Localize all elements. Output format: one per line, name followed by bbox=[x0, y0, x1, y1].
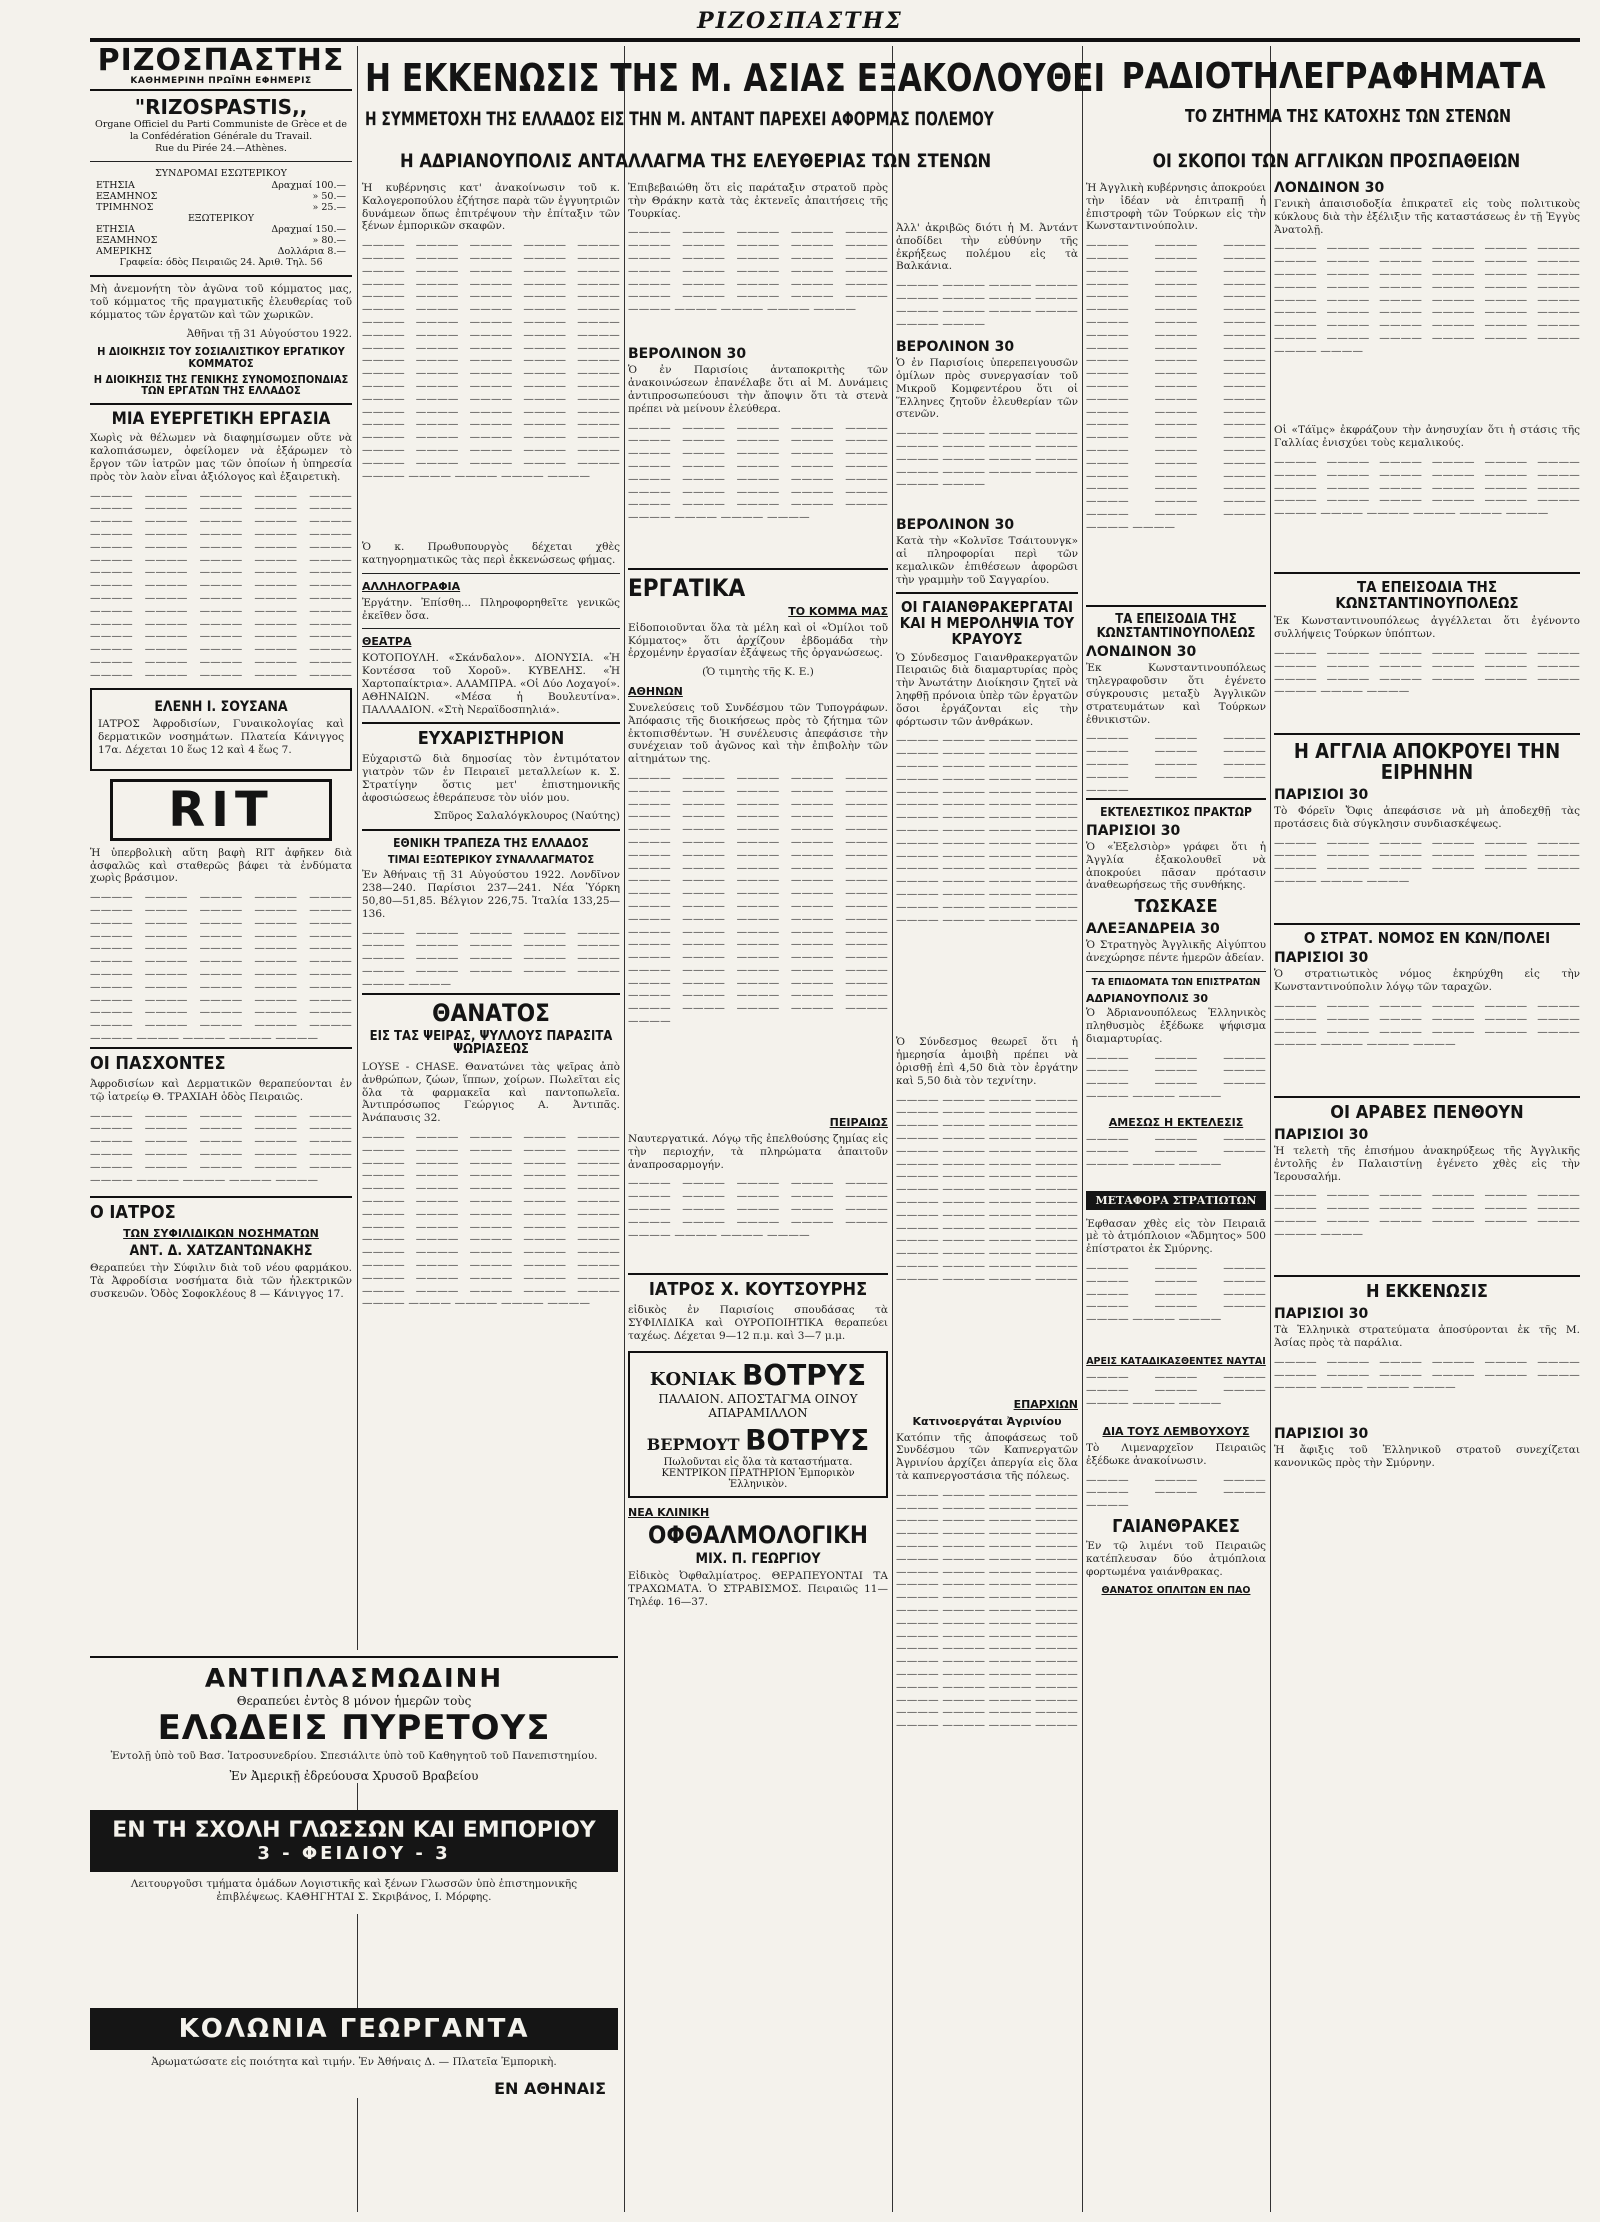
column-6 bbox=[1274, 180, 1580, 2212]
rule bbox=[1274, 572, 1580, 574]
col4-lead: Ἀλλ' ἀκριβῶς διότι ἡ Μ. Ἀντάντ ἀποδίδει τὴν εὐθύνην τῆς ἐκρήξεως πολέμου εἰς τὰ Βαλκάνια. bbox=[896, 222, 1078, 273]
provinces-continued: ———— ———— ———— ———— ———— ———— ———— ———— ———— ———— ———— ———— ———— ———— ———— ———— ———— ———— ———— ———— ———— ———— ———— ———— ———— ———— ———— ———— ———— ———— ———— ———— ———— ———— ———— ———— ———— ———— ———— ———— ———— ———— ———— ———— ———— ———— ———— ———— ———— ———— ———— ———— ———— ———— ———— ———— ———— ———— ———— ———— ———— ———— ———— ———— ———— ———— ———— ———— ———— ———— ———— ———— ———— ———— ———— ———— bbox=[896, 1488, 1078, 1732]
letters-title: ΑΛΛΗΛΟΓΡΑΦΙΑ bbox=[362, 579, 461, 593]
subs-abroad bbox=[90, 224, 352, 257]
coal-text: Ἐν τῷ λιμένι τοῦ Πειραιῶς κατέπλευσαν δύο ἀτμόπλοια φορτωμένα γαιάνθρακας. bbox=[1086, 1540, 1266, 1579]
col6-paris-5: ΠΑΡΙΣΙΟΙ 30 bbox=[1274, 1425, 1369, 1442]
istanbul-continued: ———— ———— ———— ———— ———— ———— ———— ———— ———— ———— ———— ———— ———— ———— ———— ———— ———— ———— ———— ———— ———— bbox=[1274, 647, 1580, 698]
rule bbox=[362, 628, 620, 629]
rule bbox=[90, 1196, 352, 1198]
istanbul-title-left: ΤΑ ΕΠΕΙΣΟΔΙΑ ΤΗΣ ΚΩΝΣΤΑΝΤΙΝΟΥΠΟΛΕΩΣ bbox=[1096, 612, 1256, 641]
clinic-title: ΝΕΑ ΚΛΙΝΙΚΗ bbox=[628, 1505, 710, 1519]
cognac-brand: ΒΟΤΡΥΣ bbox=[741, 1358, 867, 1392]
radio-subhead-2: ΟΙ ΣΚΟΠΟΙ ΤΩΝ ΑΓΓΛΙΚΩΝ ΠΡΟΣΠΑΘΕΙΩΝ bbox=[1152, 150, 1521, 172]
toskase-title: ΤΩΣΚΑΣΕ bbox=[1134, 896, 1218, 918]
col2-lead: Ἡ κυβέρνησις κατ' ἀνακοίνωσιν τοῦ κ. Καλογεροπούλου ἐζήτησε παρὰ τῶν ἐγγυητριῶν δυνάμεων ὅπως ἐπιτρέψουν τὴν ἐπίταξιν τῶν ξένων ἐμπορικῶν σκαφῶν. bbox=[362, 182, 620, 233]
col5-paris-text: Ὁ «Ἐξελσιὸρ» γράφει ὅτι ἡ Ἀγγλία ἐξακολουθεῖ νὰ ἀποκρούει πᾶσαν πρότασιν ἀναθεωρήσεως τῆς συνθήκης. bbox=[1086, 841, 1266, 892]
col6-london-text: Γενικὴ ἀπαισιοδοξία ἐπικρατεῖ εἰς τοὺς πολιτικοὺς κύκλους διὰ τὴν ἐξέλιξιν τῆς καταστάσεως ἐν τῇ Ἐγγὺς Ἀνατολῇ. bbox=[1274, 198, 1580, 236]
clinic-doctor: ΜΙΧ. Π. ΓΕΩΡΓΙΟΥ bbox=[695, 1550, 821, 1567]
col3-dateline-continued: ———— ———— ———— ———— ———— ———— ———— ———— ———— ———— ———— ———— ———— ———— ———— ———— ———— ———— ———— ———— ———— ———— ———— ———— ———— ———— ———— ———— ———— ———— ———— ———— ———— ———— ———— ———— ———— ———— ———— bbox=[628, 421, 888, 524]
col5-lead-continued: ———— ———— ———— ———— ———— ———— ———— ———— ———— ———— ———— ———— ———— ———— ———— ———— ———— ———— ———— ———— ———— ———— ———— ———— ———— ———— ———— ———— ———— ———— ———— ———— ———— ———— ———— ———— ———— ———— ———— ———— ———— ———— ———— ———— ———— ———— ———— ———— ———— ———— ———— ———— ———— ———— ———— ———— ———— ———— ———— ———— ———— ———— ———— ———— ———— ———— ———— ———— bbox=[1086, 239, 1266, 533]
subs-row: ΑΜΕΡΙΚΗΣ Δολλάρια 8.— bbox=[96, 246, 346, 258]
office-address: Γραφεία: όδὸς Πειραιῶς 24. Ἀριθ. Τηλ. 56 bbox=[119, 257, 323, 269]
rule bbox=[90, 403, 352, 405]
executive-title: ΕΚΤΕΛΕΣΤΙΚΟΣ ΠΡΑΚΤΩΡ bbox=[1100, 805, 1252, 820]
column-divider bbox=[892, 46, 893, 2212]
cognac-label: ΚΟΝΙΑΚ bbox=[649, 1368, 736, 1390]
school-title: ΕΝ ΤΗ ΣΧΟΛΗ ΓΛΩΣΣΩΝ ΚΑΙ ΕΜΠΟΡΙΟΥ bbox=[112, 1818, 596, 1843]
rule bbox=[628, 1273, 888, 1275]
piraeus-text: Ναυτεργατικά. Λόγῳ τῆς ἐπελθούσης ζημίας εἰς τὴν περιοχήν, τὰ πληρώματα ἀπαιτοῦν ἀναπροσαρμογήν. bbox=[628, 1132, 888, 1171]
col4-lead-continued: ———— ———— ———— ———— ———— ———— ———— ———— ———— ———— ———— ———— ———— ———— bbox=[896, 279, 1078, 330]
col4-dateline-2: ΒΕΡΟΛΙΝΟΝ 30 bbox=[896, 517, 1015, 534]
cologne-place: ΕΝ ΑΘΗΝΑΙΣ bbox=[494, 2078, 606, 2098]
iatros-text: Θεραπεύει τὴν Σύφιλιν διὰ τοῦ νέου φαρμάκου. Τὰ Ἀφροδίσια νοσήματα διὰ τῶν ἠλεκτρικῶν συσκευῶν. Ὁδὸς Σοφοκλέους 8 — Κάνιγγος 17. bbox=[90, 1262, 352, 1300]
col5-london: ΛΟΝΔΙΝΟΝ 30 bbox=[1086, 644, 1197, 661]
rule bbox=[1274, 1096, 1580, 1098]
rule bbox=[1086, 971, 1266, 972]
theatre-title: ΘΕΑΤΡΑ bbox=[362, 635, 412, 649]
rule bbox=[90, 1656, 618, 1658]
clinic-text: Εἰδικὸς Ὀφθαλμίατρος. ΘΕΡΑΠΕΥΟΝΤΑΙ ΤΑ ΤΡΑΧΩΜΑΤΑ. Ὁ ΣΤΡΑΒΙΣΜΟΣ. Πειραιῶς 11—Τηλέφ. 16—37. bbox=[628, 1570, 888, 1609]
piraeus-title: ΠΕΙΡΑΙΩΣ bbox=[829, 1115, 888, 1129]
amends-title: ΑΜΕΣΩΣ Η ΕΚΤΕΛΕΣΙΣ bbox=[1108, 1115, 1244, 1129]
iatros-title: Ο ΙΑΤΡΟΣ bbox=[90, 1201, 176, 1223]
col3-lead-continued: ———— ———— ———— ———— ———— ———— ———— ———— ———— ———— ———— ———— ———— ———— ———— ———— ———— ———— ———— ———— ———— ———— ———— ———— ———— ———— ———— ———— ———— ———— ———— ———— ———— ———— ———— bbox=[628, 226, 888, 316]
provinces-title: ΕΠΑΡΧΙΩΝ bbox=[1013, 1397, 1078, 1411]
col4-dateline: ΒΕΡΟΛΙΝΟΝ 30 bbox=[896, 339, 1015, 356]
col5-adrianople-text: Ὁ Ἀδριανουπόλεως Ἑλληνικὸς πληθυσμὸς ἐξέδωκε ψήφισμα διαμαρτυρίας. bbox=[1086, 1007, 1266, 1045]
patients-title: ΟΙ ΠΑΣΧΟΝΤΕΣ bbox=[90, 1053, 226, 1075]
thanks-text: Εὐχαριστῶ διὰ δημοσίας τὸν ἐντιμότατον γιατρὸν τῶν ἐν Πειραιεῖ μεταλλείων κ. Σ. Στρατίγην ὅστις μετ' ἐπιστημονικῆς ἀφοσιώσεως ἐθεράπευσε τὸν υἱόν μου. bbox=[362, 753, 620, 804]
col6-paris-3: ΠΑΡΙΣΙΟΙ 30 bbox=[1274, 1126, 1369, 1143]
fever-mid: Θεραπεύει ἐντὸς 8 μόνον ἡμερῶν τοὺς bbox=[236, 1694, 472, 1708]
piraeus-continued: ———— ———— ———— ———— ———— ———— ———— ———— ———— ———— ———— ———— ———— ———— ———— ———— ———— ———— ———— ———— ———— ———— ———— ———— bbox=[628, 1177, 888, 1241]
col6-paris-3-text: Ἡ τελετὴ τῆς ἐπισήμου ἀνακηρύξεως τῆς Ἀγγλικῆς ἐντολῆς ἐν Παλαιστίνῃ ἐγένετο χθὲς εἰς τὴν Ἱερουσαλήμ. bbox=[1274, 1144, 1580, 1183]
doctor-ad bbox=[90, 688, 352, 771]
transport-title: ΜΕΤΑΦΟΡΑ ΣΤΡΑΤΙΩΤΩΝ bbox=[1086, 1191, 1266, 1210]
col4-dateline-continued: ———— ———— ———— ———— ———— ———— ———— ———— ———— ———— ———— ———— ———— ———— ———— ———— ———— ———— bbox=[896, 427, 1078, 491]
fever-text: Ἐντολῇ ὑπὸ τοῦ Βασ. Ἰατροσυνεδρίου. Σπεσιάλιτε ὑπὸ τοῦ Καθηγητοῦ τοῦ Πανεπιστημίου. bbox=[110, 1750, 598, 1762]
subs-row: ΕΤΗΣΙΑ Δραχμαί 100.— bbox=[96, 179, 346, 191]
patients-continued: ———— ———— ———— ———— ———— ———— ———— ———— ———— ———— ———— ———— ———— ———— ———— ———— ———— ———— ———— ———— ———— ———— ———— ———— ———— ———— ———— ———— ———— ———— bbox=[90, 1109, 352, 1186]
col5-london-text: Ἐκ Κωνσταντινουπόλεως τηλεγραφοῦσιν ὅτι ἐγένετο σύγκρουσις μεταξὺ Ἀγγλικῶν στρατευμάτων καὶ Τούρκων ἐθνικιστῶν. bbox=[1086, 662, 1266, 726]
col6-paris-continued: ———— ———— ———— ———— ———— ———— ———— ———— ———— ———— ———— ———— ———— ———— ———— ———— ———— ———— ———— ———— ———— bbox=[1274, 836, 1580, 888]
school-ad bbox=[90, 1810, 618, 1914]
rit-logo: RIT bbox=[110, 779, 332, 841]
rule bbox=[1274, 733, 1580, 735]
rule bbox=[628, 568, 888, 570]
col4-body-continued: ———— ———— ———— ———— ———— ———— ———— ———— ———— ———— ———— ———— ———— ———— ———— ———— ———— ———— ———— ———— ———— ———— ———— ———— ———— ———— ———— ———— ———— ———— ———— ———— ———— ———— ———— ———— ———— ———— ———— ———— ———— ———— ———— ———— ———— ———— ———— ———— ———— ———— ———— ———— ———— ———— ———— ———— ———— ———— ———— ———— bbox=[896, 734, 1078, 926]
workers-sign: (Ὁ τιμητὴς τῆς Κ. Ε.) bbox=[702, 666, 814, 679]
workers-title: ΕΡΓΑΤΙΚΑ bbox=[628, 573, 746, 602]
col6-paris-text: Τὸ Φόρεϊν Ὄφις ἀπεφάσισε νὰ μὴ ἀποδεχθῇ τὰς προτάσεις διὰ σύγκλησιν συνδιασκέψεως. bbox=[1274, 805, 1580, 830]
rule bbox=[1274, 923, 1580, 925]
doctor2-name: ΙΑΤΡΟΣ Χ. ΚΟΥΤΣΟΥΡΗΣ bbox=[648, 1279, 868, 1301]
subs-row: ΤΡΙΜΗΝΟΣ » 25.— bbox=[96, 201, 346, 213]
bank-continued: ———— ———— ———— ———— ———— ———— ———— ———— ———— ———— ———— ———— ———— ———— ———— ———— ———— ———— ———— ———— ———— ———— bbox=[362, 926, 620, 987]
thanks-sign: Σπῦρος Σαλαλόγκλουρος (Ναύτης) bbox=[433, 810, 620, 823]
iatros-name: ΑΝΤ. Δ. ΧΑΤΖΑΝΤΩΝΑΚΗΣ bbox=[129, 1242, 313, 1259]
patients-text: Ἀφροδισίων καὶ Δερματικῶν θεραπεύονται ἐν τῷ ἰατρείῳ Θ. ΤΡΑΧΙΑΗ ὁδὸς Πειραιῶς. bbox=[90, 1078, 352, 1103]
column-divider bbox=[624, 46, 625, 2212]
col3-dateline: ΒΕΡΟΛΙΝΟΝ 30 bbox=[628, 346, 747, 363]
bank-text: Ἐν Ἀθήναις τῇ 31 Αὐγούστου 1922. Λονδῖνον 238—240. Παρίσιοι 237—241. Νέα Ὑόρκη 50,80—51,85. Βέλγιον 226,75. Ἰταλία 133,25—136. bbox=[362, 869, 620, 920]
cologne-text: Ἀρωματώσατε εἰς ποιότητα καὶ τιμήν. Ἐν Ἀθήναις Δ. — Πλατεῖα Ἐμπορικὴ. bbox=[151, 2056, 557, 2068]
masthead-subtitle: ΚΑΘΗΜΕΡΙΝΗ ΠΡΩΪΝΗ ΕΦΗΜΕΡΙΣ bbox=[90, 76, 352, 91]
fever-top: ΑΝΤΙΠΛΑΣΜΩΔΙΝΗ bbox=[204, 1664, 504, 1694]
col4-headline: ΟΙ ΓΑΙΑΝΘΡΑΚΕΡΓΑΤΑΙ ΚΑΙ Η ΜΕΡΟΛΗΨΙΑ ΤΟΥ ΚΡΑΥΟΥΣ bbox=[899, 598, 1075, 648]
coal-title: ΓΑΙΑΝΘΡΑΚΕΣ bbox=[1112, 1515, 1240, 1537]
rule bbox=[90, 161, 352, 162]
col6-paris: ΠΑΡΙΣΙΟΙ 30 bbox=[1274, 787, 1369, 804]
death-title: ΘΑΝΑΤΟΣ bbox=[432, 998, 550, 1027]
article-title: ΜΙΑ ΕΥΕΡΓΕΤΙΚΗ ΕΡΓΑΣΙΑ bbox=[111, 408, 331, 429]
rule bbox=[1086, 798, 1266, 800]
rule bbox=[1086, 605, 1266, 607]
allowances-title: ΤΑ ΕΠΙΔΟΜΑΤΑ ΤΩΝ ΕΠΙΣΤΡΑΤΩΝ bbox=[1091, 976, 1261, 988]
rule bbox=[90, 275, 352, 277]
top-rule bbox=[90, 38, 1580, 42]
doctor-name: ΕΛΕΝΗ Ι. ΣΟΥΣΑΝΑ bbox=[154, 698, 288, 715]
theatre-text: ΚΟΤΟΠΟΥΛΗ. «Σκάνδαλον». ΔΙΟΝΥΣΙΑ. «Ἡ Κοντέσσα τοῦ Χοροῦ». ΚΥΒΕΛΗΣ. «Ἡ Χαρτοπαίκτρια». ΑΛΑΜΠΡΑ. «Οἱ Δύο Λοχαγοί». ΑΘΗΝΑΙΩΝ. «Μέσα ἡ Βουλευτίνα». ΠΑΛΛΑΔΙΟΝ. «Στὴ Νεραϊδοσπηλιά». bbox=[362, 652, 620, 716]
col5-alexandria-text: Ὁ Στρατηγὸς Ἀγγλικῆς Αἰγύπτου ἀνεχώρησε πέντε ἡμερῶν ἀδείαν. bbox=[1086, 939, 1266, 964]
doctor2-text: εἰδικὸς ἐν Παρισίοις σπουδάσας τὰ ΣΥΦΙΛΙΔΙΚΑ καὶ ΟΥΡΟΠΟΙΗΤΙΚΑ θεραπεύει ταχέως. Δέχεται 9—12 π.μ. καὶ 3—7 μ.μ. bbox=[628, 1304, 888, 1342]
doctor-text: ΙΑΤΡΟΣ Ἀφροδισίων, Γυναικολογίας καὶ δερματικῶν νοσημάτων. Πλατεία Κάνιγγος 17α. Δέχεται 10 ἕως 12 καὶ 4 ἕως 7. bbox=[98, 718, 344, 756]
col6-paris-2: ΠΑΡΙΣΙΟΙ 30 bbox=[1274, 950, 1369, 967]
rule bbox=[362, 829, 620, 831]
cognac-text: ΠΑΛΑΙΟΝ. ΑΠΟΣΤΑΓΜΑ ΟΙΝΟΥ ΑΠΑΡΑΜΙΛΛΟΝ bbox=[658, 1391, 858, 1420]
evacuation-title: Η ΕΚΚΕΝΩΣΙΣ bbox=[1366, 1281, 1488, 1303]
col2-mid-text: Ὁ κ. Πρωθυπουργὸς δέχεται χθὲς κατηγορηματικῶς τὰς περὶ ἐκκενώσεως φήμας. bbox=[362, 541, 620, 566]
col6-paris-2-text: Ὁ στρατιωτικὸς νόμος ἐκηρύχθη εἰς τὴν Κωνσταντινούπολιν λόγῳ τῶν ταραχῶν. bbox=[1274, 968, 1580, 994]
letters-text: Ἐργάτην. Ἐπίσθη... Πληροφορηθεῖτε γενικῶς ἐκεῖθεν ὅσα. bbox=[362, 596, 620, 622]
rule bbox=[1274, 1275, 1580, 1277]
fever-ad bbox=[90, 1650, 618, 1783]
main-subhead-2: Η ΑΔΡΙΑΝΟΥΠΟΛΙΣ ΑΝΤΑΛΛΑΓΜΑ ΤΗΣ ΕΛΕΥΘΕΡΙΑΣ ΤΩΝ ΣΤΕΝΩΝ bbox=[400, 150, 992, 172]
cologne-title: ΚΟΛΩΝΙΑ ΓΕΩΡΓΑΝΤΑ bbox=[178, 2014, 530, 2044]
school-text: Λειτουργοῦσι τμήματα ὁμάδων Λογιστικῆς καὶ ξένων Γλωσσῶν ὑπὸ ἐπιστημονικῆς ἐπιβλέψεως. ΚΑΘΗΓΗΤΑΙ Σ. Σκριβάνος, Ι. Μόρφης. bbox=[130, 1878, 578, 1903]
subs-row: ΕΞΑΜΗΝΟΣ » 50.— bbox=[96, 190, 346, 202]
rule bbox=[362, 573, 620, 574]
col4-dateline-text: Ὁ ἐν Παρισίοις ὑπερεπειγουσῶν ὁμίλων πρὸς συνεργασίαν τοῦ Μικροῦ Κομφεντέρου ὅτι οἱ Ἕλληνες ζητοῦν ἐλευθερίαν τῶν στενῶν. bbox=[896, 357, 1078, 421]
vermouth-brand: ΒΟΤΡΥΣ bbox=[745, 1423, 870, 1457]
masthead-address: Rue du Pirée 24.—Athènes. bbox=[155, 142, 287, 154]
col5-paris: ΠΑΡΙΣΙΟΙ 30 bbox=[1086, 823, 1181, 840]
death-continued: ———— ———— ———— ———— ———— ———— ———— ———— ———— ———— ———— ———— ———— ———— ———— ———— ———— ———— ———— ———— ———— ———— ———— ———— ———— ———— ———— ———— ———— ———— ———— ———— ———— ———— ———— ———— ———— ———— ———— ———— ———— ———— ———— ———— ———— ———— ———— ———— ———— ———— ———— ———— ———— ———— ———— ———— ———— ———— ———— ———— ———— ———— ———— ———— ———— ———— ———— ———— ———— ———— bbox=[362, 1131, 620, 1310]
col5-adrianople-continued: ———— ———— ———— ———— ———— ———— ———— ———— ———— ———— ———— ———— bbox=[1086, 1051, 1266, 1102]
workers-text: Εἰδοποιοῦνται ὅλα τὰ μέλη καὶ οἱ «Ὀμίλοι τοῦ Κόμματος» ὅτι ἀρχίζουν ἐβδομάδα τὴν ἐρχομένην ἐργασίαν ἐξάψεως τῆς ὀργανώσεως. bbox=[628, 621, 888, 660]
botrys-ad bbox=[628, 1351, 888, 1498]
party-notice: Μὴ ἀνεμονήτη τὸν ἀγῶνα τοῦ κόμματος μας, τοῦ κόμματος τῆς πραγματικῆς ἐλευθερίας τοῦ κόμματος τῶν ἐργατῶν καὶ τῶν χωρικῶν. bbox=[90, 283, 352, 321]
col4-body: Ὁ Σύνδεσμος Γαιανθρακεργατῶν Πειραιῶς διὰ διαμαρτυρίας πρὸς τὴν Ἀνωτάτην Διοίκησιν ζητεῖ νὰ ληφθῇ πρόνοια ὑπὲρ τῶν ἐργατῶν ὅσοι ἐργάζονται εἰς τὴν φόρτωσιν τῶν ἀνθράκων. bbox=[896, 651, 1078, 728]
article-body: Χωρὶς νὰ θέλωμεν νὰ διαφημίσωμεν οὔτε νὰ καλοπιάσωμεν, ὀφείλομεν νὰ ἐξάρωμεν τὸ ἔργον τῶν ἰατρῶν μας τῶν ὁποίων ἡ ὑπηρεσία πρὸς τὸν λαὸν εἶναι ἀξιόλογος καὶ ἐξαιρετικὴ. bbox=[90, 432, 352, 483]
lemvouchos-continued: ———— ———— ———— ———— ———— ———— ———— bbox=[1086, 1473, 1266, 1512]
vermouth-label: ΒΕΡΜΟΥΤ bbox=[646, 1434, 740, 1454]
running-title: ΡΙΖΟΣΠΑΣΤΗΣ bbox=[697, 8, 903, 34]
thanks-title: ΕΥΧΑΡΙΣΤΗΡΙΟΝ bbox=[417, 728, 565, 750]
arrests-title: ΑΡΕΙΣ ΚΑΤΑΔΙΚΑΣΘΕΝΤΕΣ ΝΑΥΤΑΙ bbox=[1086, 1356, 1266, 1367]
death-text: LOYSE - CHASE. Θανατώνει τὰς ψεῖρας ἀπὸ ἀνθρώπων, ζώων, ἵππων, χοίρων. Πωλεῖται εἰς ὅλα τὰ φαρμακεῖα καὶ παντοπωλεῖα. Ἀντιπρόσωπος Γεώργιος Α. Ἀντιπᾶς. Ἀνάπαυσις 32. bbox=[362, 1061, 620, 1125]
radio-headline: ΡΑΔΙΟΤΗΛΕΓΡΑΦΗΜΑΤΑ bbox=[1121, 56, 1546, 97]
col6-london: ΛΟΝΔΙΝΟΝ 30 bbox=[1274, 180, 1385, 196]
col6-paris-2-continued: ———— ———— ———— ———— ———— ———— ———— ———— ———— ———— ———— ———— ———— ———— ———— ———— ———— ———— ———— ———— ———— ———— bbox=[1274, 1000, 1580, 1051]
col5-adrianople: ΑΔΡΙΑΝΟΥΠΟΛΙΣ 30 bbox=[1086, 992, 1209, 1006]
col6-paris-4-text: Τὰ Ἑλληνικὰ στρατεύματα ἀποσύρονται ἐκ τῆς Μ. Ἀσίας πρὸς τὰ παράλια. bbox=[1274, 1324, 1580, 1349]
masthead-title: ΡΙΖΟΣΠΑΣΤΗΣ bbox=[97, 46, 345, 78]
rit-text: Ἡ ὑπερβολικὴ αὕτη βαφὴ RIT ἀφῆκεν διὰ ἀσφαλῶς καὶ σταθερῶς βάφει τὰ ἐνδύματα χωρὶς βράσιμον. bbox=[90, 846, 352, 885]
rule bbox=[90, 1047, 352, 1049]
column-divider bbox=[1082, 46, 1083, 2212]
lemvouchos-title: ΔΙΑ ΤΟΥΣ ΛΕΜΒΟΥΧΟΥΣ bbox=[1102, 1425, 1250, 1438]
col6-paris-4-continued: ———— ———— ———— ———— ———— ———— ———— ———— ———— ———— ———— ———— ———— ———— ———— ———— bbox=[1274, 1355, 1580, 1394]
istanbul-title: ΤΑ ΕΠΕΙΣΟΔΙΑ ΤΗΣ ΚΩΝΣΤΑΝΤΙΝΟΥΠΟΛΕΩΣ bbox=[1335, 577, 1519, 612]
arrests-continued: ———— ———— ———— ———— ———— ———— ———— ———— ———— bbox=[1086, 1371, 1266, 1409]
main-subhead: Η ΣΥΜΜΕΤΟΧΗ ΤΗΣ ΕΛΛΑΔΟΣ ΕΙΣ ΤΗΝ Μ. ΑΝΤΑΝΤ ΠΑΡΕΧΕΙ ΑΦΟΡΜΑΣ ΠΟΛΕΜΟΥ bbox=[365, 108, 994, 130]
col6-paris-5-text: Ἡ ἄφιξις τοῦ Ἑλληνικοῦ στρατοῦ συνεχίζεται κανονικῶς πρὸς τὴν Σμύρνην. bbox=[1274, 1443, 1580, 1469]
bank-title: ΕΘΝΙΚΗ ΤΡΑΠΕΖΑ ΤΗΣ ΕΛΛΑΔΟΣ bbox=[393, 836, 589, 851]
col5-alexandria: ΑΛΕΞΑΝΔΡΕΙΑ 30 bbox=[1086, 921, 1220, 938]
athens-title: ΑΘΗΝΩΝ bbox=[628, 684, 683, 698]
death-subtitle: ΕΙΣ ΤΑΣ ΨΕΙΡΑΣ, ΨΥΛΛΟΥΣ ΠΑΡΑΣΙΤΑ ΨΩΡΙΑΣΕΩΣ bbox=[369, 1028, 613, 1058]
column-4 bbox=[896, 220, 1078, 2212]
col6-london-continued: ———— ———— ———— ———— ———— ———— ———— ———— ———— ———— ———— ———— ———— ———— ———— ———— ———— ———— ———— ———— ———— ———— ———— ———— ———— ———— ———— ———— ———— ———— ———— ———— ———— ———— ———— ———— ———— ———— ———— ———— ———— ———— ———— ———— ———— ———— ———— ———— ———— ———— bbox=[1274, 242, 1580, 357]
deaths-title: ΘΑΝΑΤΟΣ ΟΠΛΙΤΩΝ ΕΝ ΠΑΟ bbox=[1101, 1584, 1251, 1596]
martial-title: Ο ΣΤΡΑΤ. ΝΟΜΟΣ ΕΝ ΚΩΝ/ΠΟΛΕΙ bbox=[1303, 928, 1551, 947]
workers-subtitle: ΤΟ ΚΟΜΜΑ ΜΑΣ bbox=[788, 604, 888, 618]
amends-continued: ———— ———— ———— ———— ———— ———— ———— ———— ———— bbox=[1086, 1132, 1266, 1171]
masthead-organ: Organe Officiel du Parti Communiste de Grèce et de la Confédération Générale du Travail. bbox=[95, 119, 347, 142]
fever-sub: Ἐν Ἀμερικῇ ἐδρεύουσα Χρυσοῦ Βραβείου bbox=[229, 1768, 479, 1783]
lemvouchos-text: Τὸ Λιμεναρχεῖον Πειραιῶς ἐξέδωκε ἀνακοίνωσιν. bbox=[1086, 1442, 1266, 1467]
transport-continued: ———— ———— ———— ———— ———— ———— ———— ———— ———— ———— ———— ———— ———— ———— ———— bbox=[1086, 1262, 1266, 1326]
col6-paris-4: ΠΑΡΙΣΙΟΙ 30 bbox=[1274, 1306, 1369, 1323]
transport-text: Ἐφθασαν χθὲς εἰς τὸν Πειραιᾶ μὲ τὸ ἀτμόπλοιον «Ἄδμητος» 500 ἐπίστρατοι ἐκ Σμύρνης. bbox=[1086, 1217, 1266, 1256]
column-3 bbox=[628, 180, 888, 2212]
col4-body-2: Ὁ Σύνδεσμος θεωρεῖ ὅτι ἡ ἡμερησία ἀμοιβὴ πρέπει νὰ ὁρισθῇ ἐπὶ 4,50 διὰ τὸν ἐργάτην καὶ 5,50 διὰ τὸν τεχνίτην. bbox=[896, 1036, 1078, 1087]
cologne-ad bbox=[90, 2008, 618, 2098]
subs-domestic bbox=[90, 180, 352, 213]
rule bbox=[362, 722, 620, 724]
athens-text: Συνελεύσεις τοῦ Συνδέσμου τῶν Τυπογράφων. Ἀπόφασις τῆς διοικήσεως πρὸς τὸ ζήτημα τῶν ἐκτοπισθέντων. Ἡ συνέλευσις ἀπεφάσισε τὴν συνέχειαν τοῦ ἀγῶνος καὶ τὴν ἐπιβολὴν τῶν αἰτημάτων της. bbox=[628, 701, 888, 766]
subs-heading: ΣΥΝΔΡΟΜΑΙ ΕΣΩΤΕΡΙΚΟΥ bbox=[155, 167, 287, 179]
col2-lead-continued: ———— ———— ———— ———— ———— ———— ———— ———— ———— ———— ———— ———— ———— ———— ———— ———— ———— ———— ———— ———— ———— ———— ———— ———— ———— ———— ———— ———— ———— ———— ———— ———— ———— ———— ———— ———— ———— ———— ———— ———— ———— ———— ———— ———— ———— ———— ———— ———— ———— ———— ———— ———— ———— ———— ———— ———— ———— ———— ———— ———— ———— ———— ———— ———— ———— ———— ———— ———— ———— ———— ———— ———— ———— ———— ———— ———— ———— ———— ———— ———— ———— ———— ———— ———— ———— ———— ———— ———— ———— ———— ———— ———— ———— ———— ———— bbox=[362, 239, 620, 482]
rule bbox=[896, 592, 1078, 594]
athens-continued: ———— ———— ———— ———— ———— ———— ———— ———— ———— ———— ———— ———— ———— ———— ———— ———— ———— ———— ———— ———— ———— ———— ———— ———— ———— ———— ———— ———— ———— ———— ———— ———— ———— ———— ———— ———— ———— ———— ———— ———— ———— ———— ———— ———— ———— ———— ———— ———— ———— ———— ———— ———— ———— ———— ———— ———— ———— ———— ———— ———— ———— ———— ———— ———— ———— ———— ———— ———— ———— ———— ———— ———— ———— ———— ———— ———— ———— ———— ———— ———— ———— ———— ———— ———— ———— ———— ———— ———— ———— ———— ———— ———— ———— ———— ———— ———— bbox=[628, 771, 888, 1028]
col5-lead: Ἡ Ἀγγλικὴ κυβέρνησις ἀποκρούει τὴν ἰδέαν νὰ ἐπιτραπῇ ἡ ἐπιστροφὴ τῶν Τούρκων εἰς τὴν Κωνσταντινούπολιν. bbox=[1086, 182, 1266, 233]
col3-dateline-text: Ὁ ἐν Παρισίοις ἀνταποκριτὴς τῶν ἀνακοινώσεων ἐπανέλαβε ὅτι αἱ Μ. Δυνάμεις ἀντιπροσωπεύουσι τὴν ἄποψιν ὅτι τὰ στενὰ πρέπει νὰ μείνουν ἐλεύθερα. bbox=[628, 364, 888, 415]
clinic-name: ΟΦΘΑΛΜΟΛΟΓΙΚΗ bbox=[648, 1520, 868, 1549]
party-notice-from: Η ΔΙΟΙΚΗΣΙΣ ΤΟΥ ΣΟΣΙΑΛΙΣΤΙΚΟΥ ΕΡΓΑΤΙΚΟΥ ΚΟΜΜΑΤΟΣ bbox=[97, 345, 345, 370]
col5-london-continued: ———— ———— ———— ———— ———— ———— ———— ———— ———— ———— ———— ———— ———— bbox=[1086, 732, 1266, 793]
provinces-subtitle: Κατινοεργάται Ἀγρινίου bbox=[912, 1414, 1062, 1428]
column-5 bbox=[1086, 180, 1266, 2212]
rule bbox=[362, 993, 620, 995]
party-notice-date: Ἀθῆναι τῇ 31 Αὐγούστου 1922. bbox=[186, 327, 352, 340]
column-divider bbox=[1270, 46, 1271, 2212]
col6-paris-3-continued: ———— ———— ———— ———— ———— ———— ———— ———— ———— ———— ———— ———— ———— ———— ———— ———— ———— ———— ———— ———— bbox=[1274, 1189, 1580, 1240]
party-notice-from-2: Η ΔΙΟΙΚΗΣΙΣ ΤΗΣ ΓΕΝΙΚΗΣ ΣΥΝΟΜΟΣΠΟΝΔΙΑΣ ΤΩΝ ΕΡΓΑΤΩΝ ΤΗΣ ΕΛΛΑΔΟΣ bbox=[93, 372, 349, 398]
school-address: 3 - ΦΕΙΔΙΟΥ - 3 bbox=[257, 1843, 451, 1864]
subs-abroad-heading: ΕΞΩΤΕΡΙΚΟΥ bbox=[187, 212, 255, 224]
subs-row: ΕΞΑΜΗΝΟΣ » 80.— bbox=[96, 235, 346, 247]
masthead-latin: "RIZOSPASTIS,, bbox=[134, 95, 308, 119]
col3-lead: Ἐπιβεβαιώθη ὅτι εἰς παράταξιν στρατοῦ πρὸς τὴν Θράκην κατὰ τὰς ἐκτενεῖς ἀπαιτήσεις τῆς Τουρκίας. bbox=[628, 182, 888, 220]
main-headline: Η ΕΚΚΕΝΩΣΙΣ ΤΗΣ Μ. ΑΣΙΑΣ ΕΞΑΚΟΛΟΥΘΕΙ bbox=[365, 56, 1106, 100]
iatros-subtitle: ΤΩΝ ΣΥΦΙΛΙΔΙΚΩΝ ΝΟΣΗΜΑΤΩΝ bbox=[123, 1226, 319, 1240]
col4-body-2-continued: ———— ———— ———— ———— ———— ———— ———— ———— ———— ———— ———— ———— ———— ———— ———— ———— ———— ———— ———— ———— ———— ———— ———— ———— ———— ———— ———— ———— ———— ———— ———— ———— ———— ———— ———— ———— ———— ———— ———— ———— ———— ———— ———— ———— ———— ———— ———— ———— ———— ———— ———— ———— ———— ———— ———— ———— ———— ———— ———— ———— bbox=[896, 1093, 1078, 1285]
col4-dateline-2-text: Κατὰ τὴν «Κολνῖσε Τσάιτουνγκ» αἱ πληροφορίαι περὶ τῶν κεμαλικῶν ἐπιθέσεων ἀφορῶσι τὴν γραμμὴν τοῦ Σαγγαρίου. bbox=[896, 535, 1078, 586]
col6-times-continued: ———— ———— ———— ———— ———— ———— ———— ———— ———— ———— ———— ———— ———— ———— ———— ———— ———— ———— ———— ———— ———— ———— ———— ———— ———— ———— ———— ———— ———— ———— bbox=[1274, 455, 1580, 520]
rit-text-continued: ———— ———— ———— ———— ———— ———— ———— ———— ———— ———— ———— ———— ———— ———— ———— ———— ———— ———— ———— ———— ———— ———— ———— ———— ———— ———— ———— ———— ———— ———— ———— ———— ———— ———— ———— ———— ———— ———— ———— ———— ———— ———— ———— ———— ———— ———— ———— ———— ———— ———— ———— ———— ———— ———— ———— ———— ———— ———— ———— ———— bbox=[90, 891, 352, 1042]
col6-times-text: Οἱ «Τάϊμς» ἐκφράζουν τὴν ἀνησυχίαν ὅτι ἡ στάσις τῆς Γαλλίας ἐνισχύει τοὺς κεμαλικούς. bbox=[1274, 424, 1580, 450]
arabs-title: ΟΙ ΑΡΑΒΕΣ ΠΕΝΘΟΥΝ bbox=[1330, 1102, 1524, 1124]
istanbul-text: Ἐκ Κωνσταντινουπόλεως ἀγγέλλεται ὅτι ἐγένοντο συλλήψεις Τούρκων ὑπόπτων. bbox=[1274, 615, 1580, 641]
radio-subhead: ΤΟ ΖΗΤΗΜΑ ΤΗΣ ΚΑΤΟΧΗΣ ΤΩΝ ΣΤΕΝΩΝ bbox=[1185, 106, 1511, 127]
england-title: Η ΑΓΓΛΙΑ ΑΠΟΚΡΟΥΕΙ ΤΗΝ ΕΙΡΗΝΗΝ bbox=[1293, 739, 1561, 785]
provinces-text: Κατόπιν τῆς ἀποφάσεως τοῦ Συνδέσμου τῶν Καπνεργατῶν Ἀγρινίου ἀρχίζει ἀπεργία εἰς ὅλα τὰ καπνεργοστάσια τῆς πόλεως. bbox=[896, 1431, 1078, 1482]
subs-row: ΕΤΗΣΙΑ Δραχμαί 150.— bbox=[96, 224, 346, 236]
article-body-continued: ———— ———— ———— ———— ———— ———— ———— ———— ———— ———— ———— ———— ———— ———— ———— ———— ———— ———— ———— ———— ———— ———— ———— ———— ———— ———— ———— ———— ———— ———— ———— ———— ———— ———— ———— ———— ———— ———— ———— ———— ———— ———— ———— ———— ———— ———— ———— ———— ———— ———— ———— ———— ———— ———— ———— ———— ———— ———— ———— ———— ———— ———— ———— ———— ———— ———— ———— ———— ———— ———— ———— ———— ———— ———— ———— bbox=[90, 489, 352, 680]
vermouth-text: Πωλοῦνται εἰς ὅλα τὰ καταστήματα. ΚΕΝΤΡΙΚΟΝ ΠΡΑΤΗΡΙΟΝ Ἐμπορικὸν Ἑλληνικὸν. bbox=[661, 1456, 855, 1490]
fever-title: ΕΛΩΔΕΙΣ ΠΥΡΕΤΟΥΣ bbox=[157, 1708, 551, 1748]
bank-subtitle: ΤΙΜΑΙ ΕΞΩΤΕΡΙΚΟΥ ΣΥΝΑΛΛΑΓΜΑΤΟΣ bbox=[387, 852, 595, 866]
